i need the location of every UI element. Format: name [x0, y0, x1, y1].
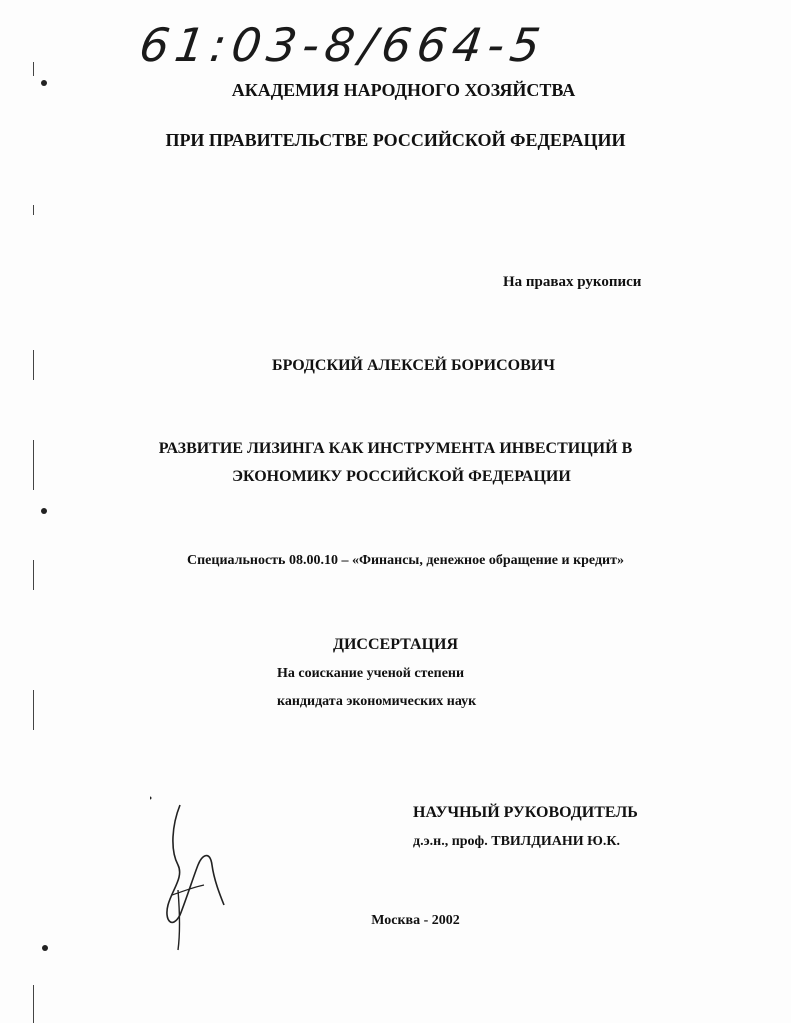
- margin-mark: [33, 62, 34, 76]
- signature-icon: [150, 795, 250, 955]
- dissertation-label: ДИССЕРТАЦИЯ: [332, 636, 459, 653]
- header-line-2: ПРИ ПРАВИТЕЛЬСТВЕ РОССИЙСКОЙ ФЕДЕРАЦИИ: [165, 130, 626, 150]
- scan-dot: [42, 945, 48, 951]
- dissertation-title-line-1: РАЗВИТИЕ ЛИЗИНГА КАК ИНСТРУМЕНТА ИНВЕСТИЦИЙ В: [158, 440, 633, 457]
- scan-dot: [41, 508, 47, 514]
- supervisor-name: д.э.н., проф. ТВИЛДИАНИ Ю.К.: [413, 834, 621, 849]
- author-name: БРОДСКИЙ АЛЕКСЕЙ БОРИСОВИЧ: [272, 357, 555, 374]
- manuscript-note: На правах рукописи: [503, 274, 642, 290]
- degree-line-2: кандидата экономических наук: [277, 694, 477, 709]
- specialty: Специальность 08.00.10 – «Финансы, денежное обращение и кредит»: [187, 553, 624, 568]
- margin-mark: [33, 205, 34, 215]
- degree-line-1: На соискание ученой степени: [277, 666, 465, 681]
- margin-mark: [33, 690, 34, 730]
- dissertation-title-line-2: ЭКОНОМИКУ РОССИЙСКОЙ ФЕДЕРАЦИИ: [232, 468, 571, 485]
- city-year: Москва - 2002: [371, 913, 460, 928]
- header-line-1: АКАДЕМИЯ НАРОДНОГО ХОЗЯЙСТВА: [231, 80, 576, 100]
- supervisor-label: НАУЧНЫЙ РУКОВОДИТЕЛЬ: [413, 804, 638, 821]
- margin-mark: [33, 985, 34, 1023]
- handwritten-registration-number: 61:03-8/664-5: [136, 18, 550, 72]
